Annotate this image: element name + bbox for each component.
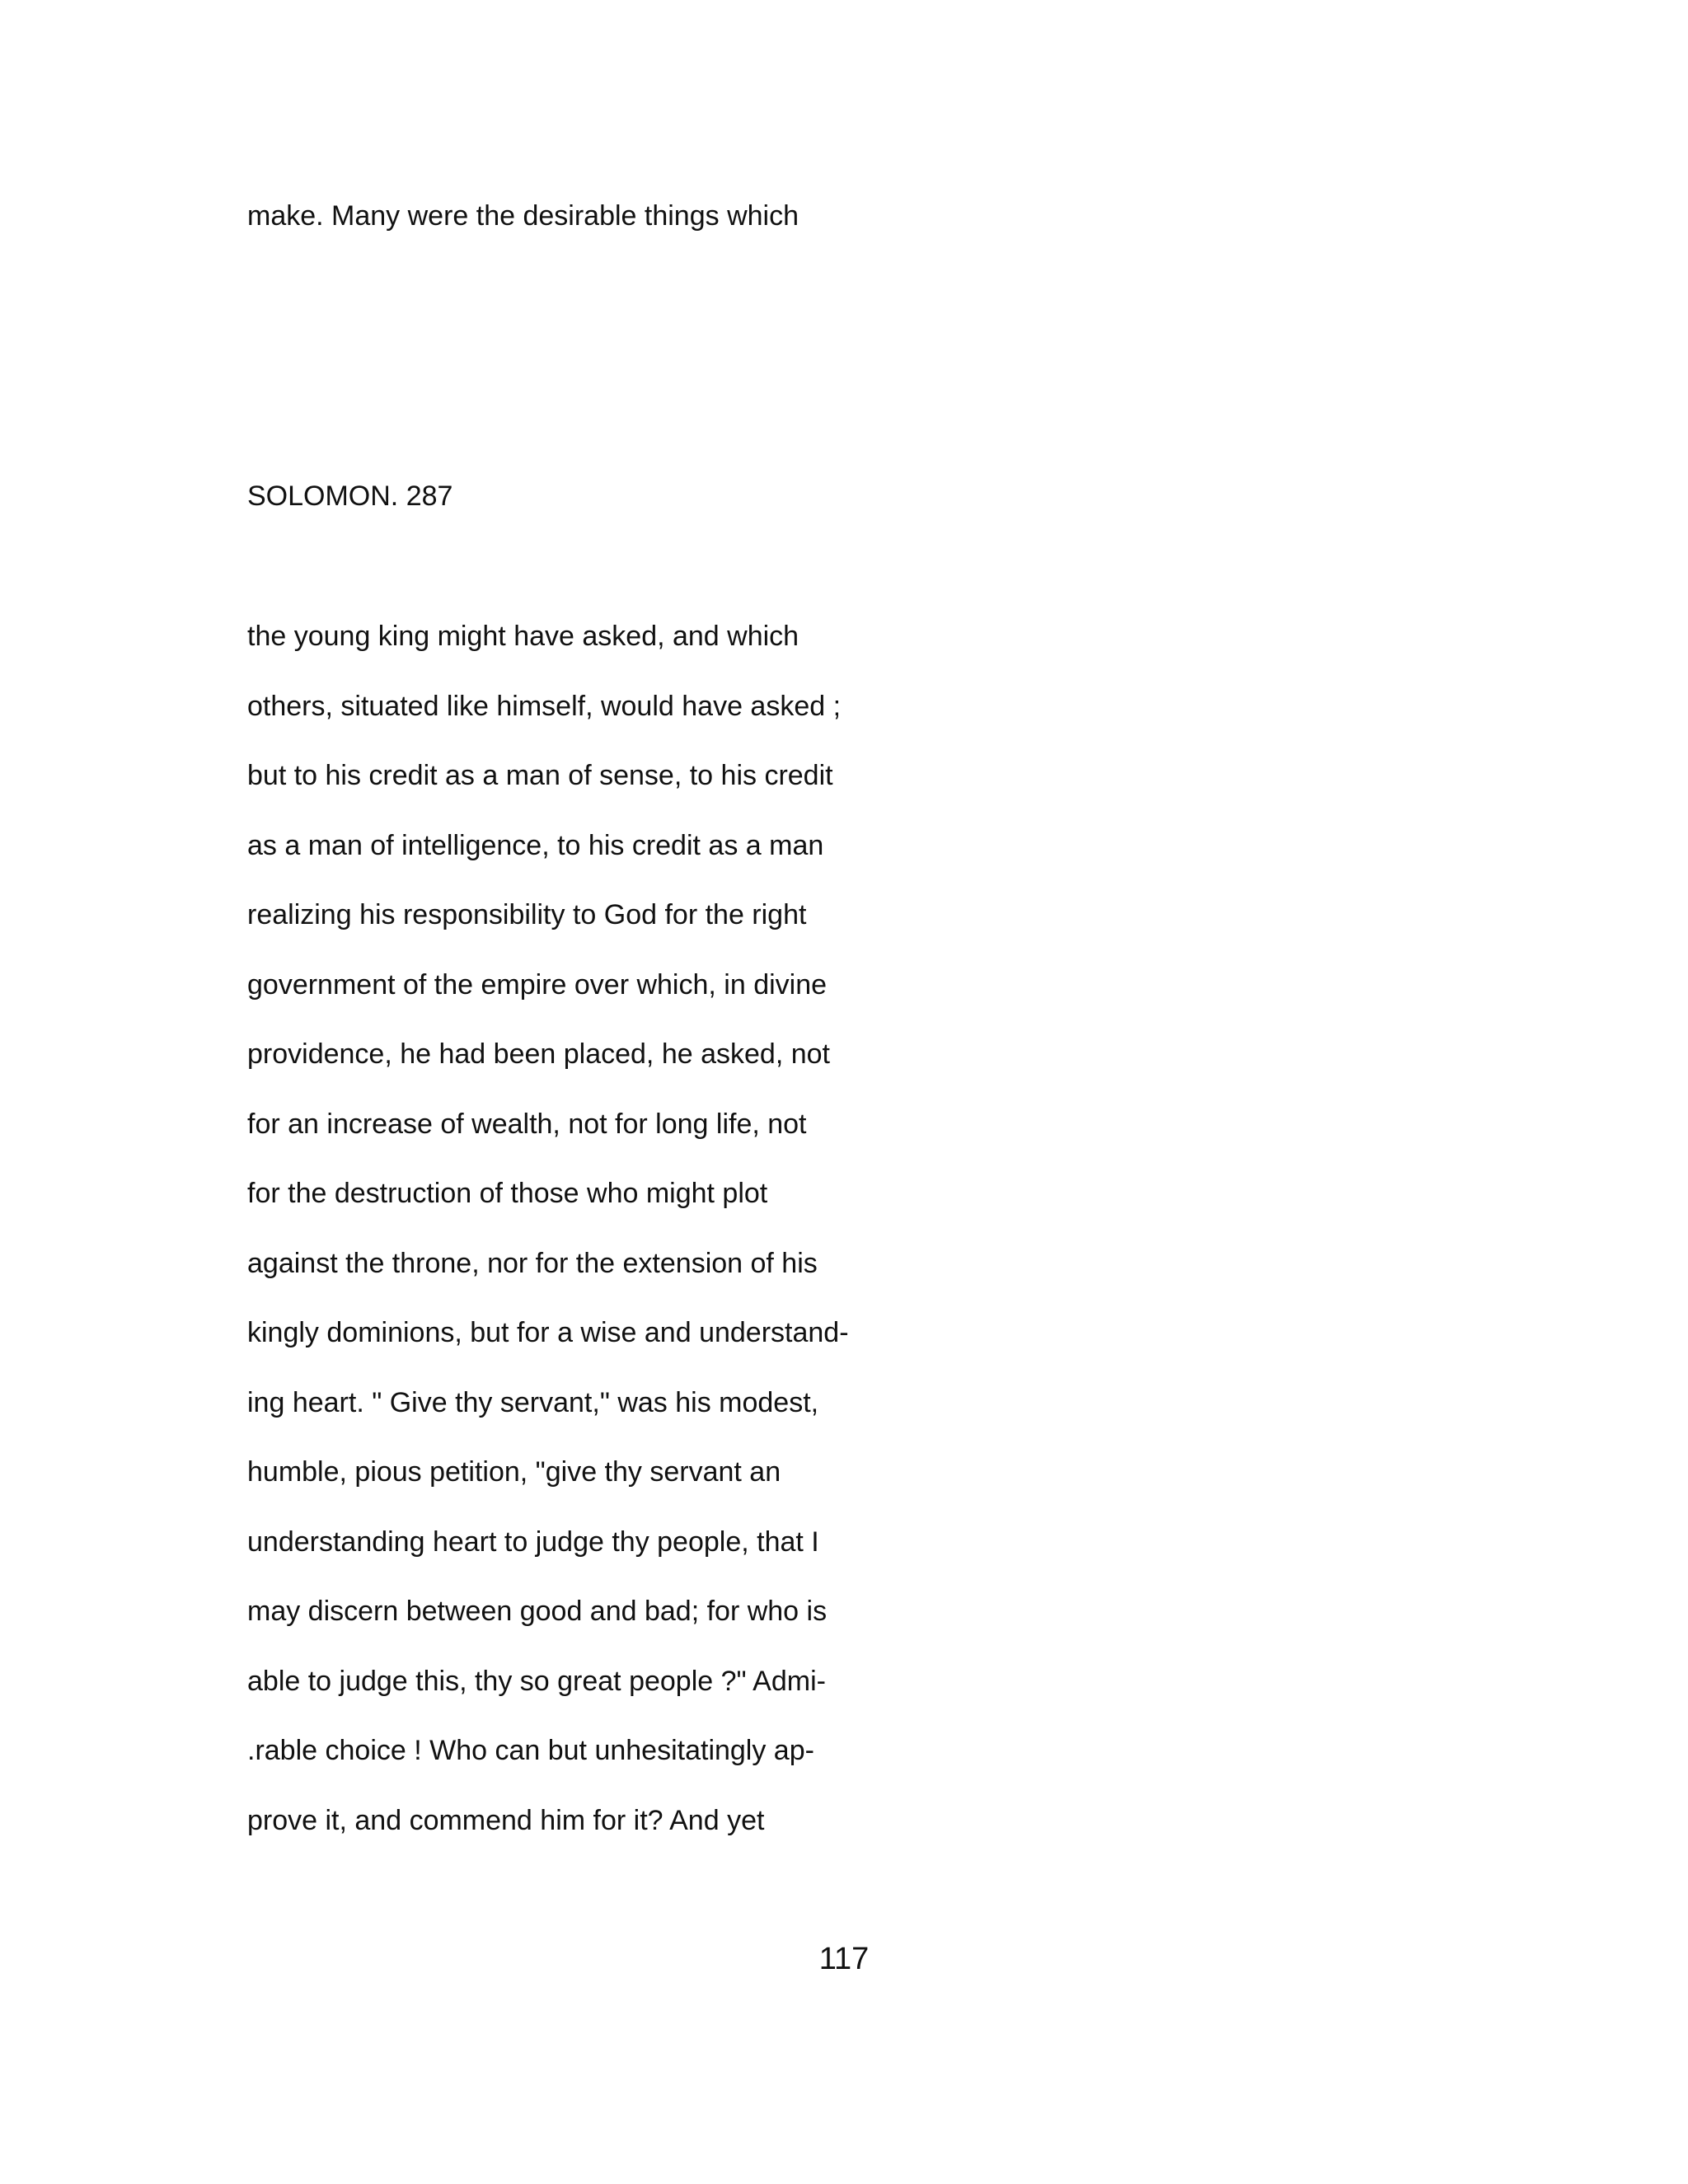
body-line: the young king might have asked, and which xyxy=(247,621,799,652)
body-line: understanding heart to judge thy people, that I xyxy=(247,1526,819,1558)
body-line: able to judge this, thy so great people ?" Admi- xyxy=(247,1666,826,1697)
body-line: .rable choice ! Who can but unhesitatingly ap- xyxy=(247,1735,814,1766)
body-line: providence, he had been placed, he asked, not xyxy=(247,1038,830,1070)
running-header: SOLOMON. 287 xyxy=(247,480,453,512)
body-line: for the destruction of those who might plot xyxy=(247,1178,768,1209)
body-line: others, situated like himself, would have asked ; xyxy=(247,691,842,722)
body-line: against the throne, nor for the extension of his xyxy=(247,1248,818,1279)
body-line: as a man of intelligence, to his credit as a man xyxy=(247,830,824,861)
body-line: for an increase of wealth, not for long life, not xyxy=(247,1108,807,1140)
body-line: ing heart. " Give thy servant," was his modest, xyxy=(247,1387,819,1418)
page-number: 117 xyxy=(818,1942,870,1976)
body-line: may discern between good and bad; for who is xyxy=(247,1596,828,1627)
body-line: humble, pious petition, "give thy servant an xyxy=(247,1456,781,1488)
body-line: realizing his responsibility to God for the right xyxy=(247,899,807,930)
body-line: kingly dominions, but for a wise and understand- xyxy=(247,1317,849,1348)
body-line: but to his credit as a man of sense, to his credit xyxy=(247,760,833,791)
body-line: government of the empire over which, in divine xyxy=(247,969,828,1001)
lead-line: make. Many were the desirable things which xyxy=(247,200,799,232)
body-line: prove it, and commend him for it? And yet xyxy=(247,1805,765,1836)
